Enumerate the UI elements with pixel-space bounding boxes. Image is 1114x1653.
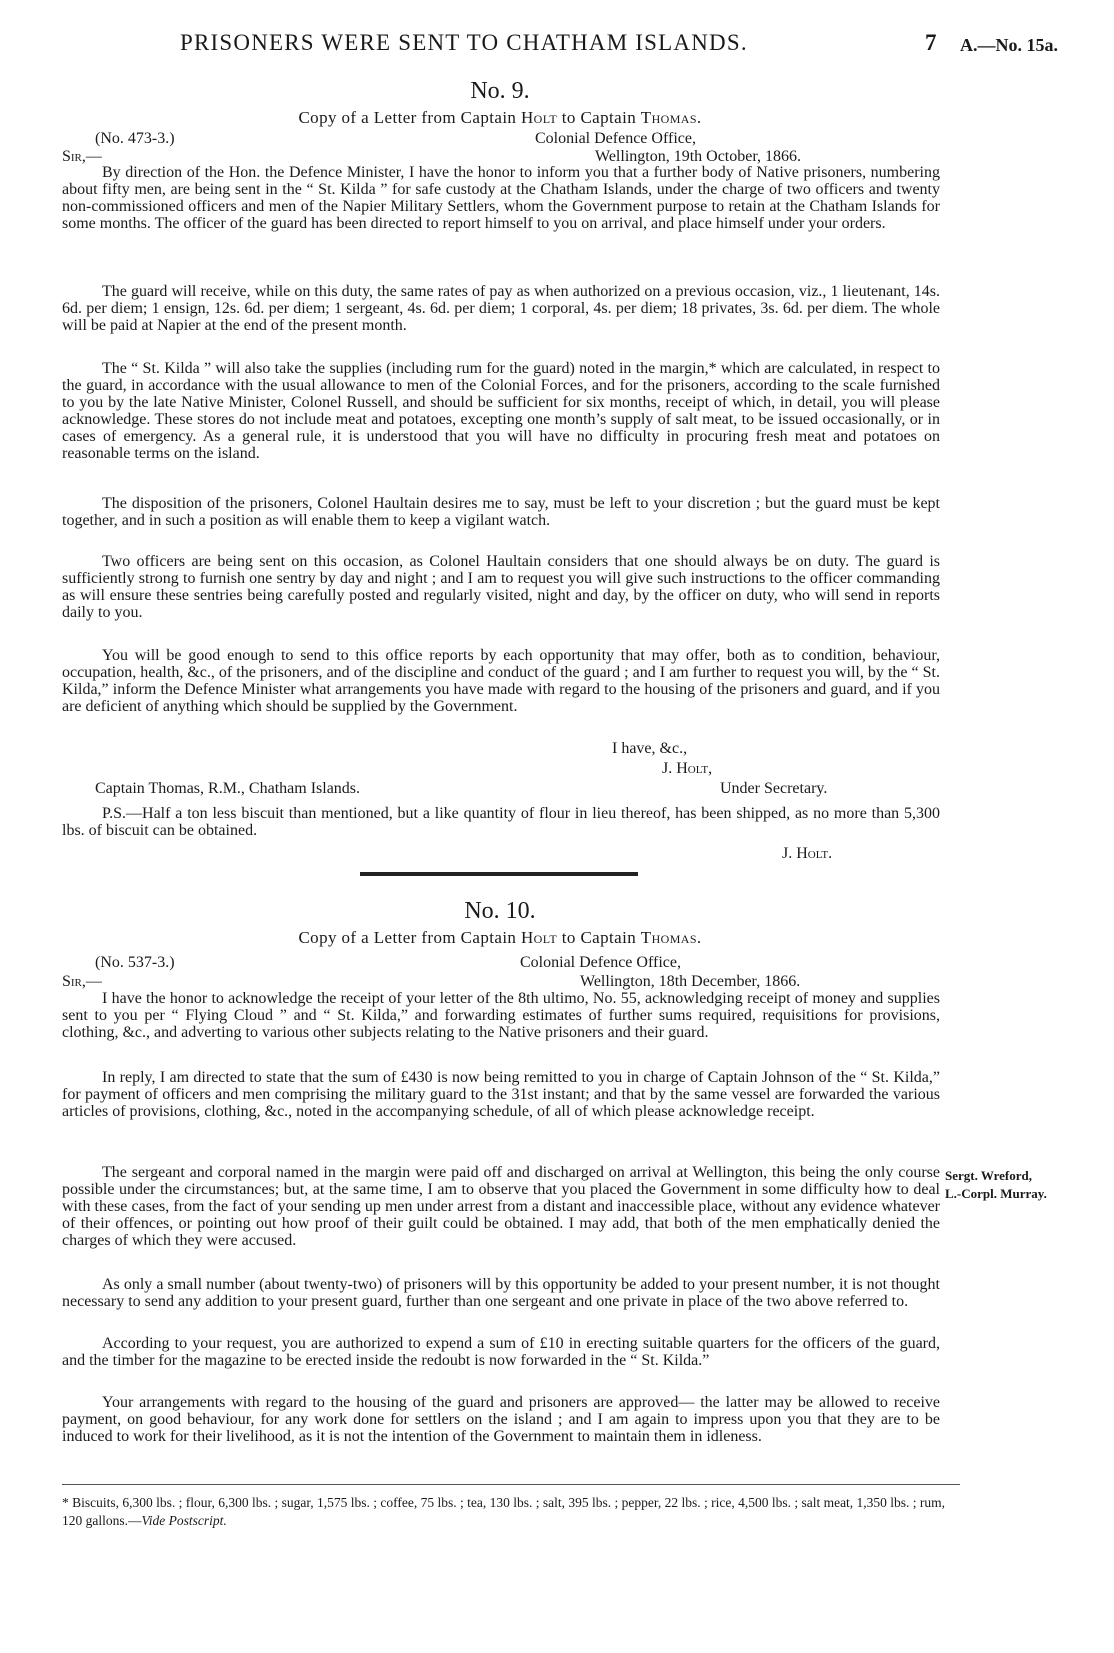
- section-divider: [360, 872, 638, 876]
- footnote-rule: [62, 1484, 960, 1485]
- letter-9-date: Wellington, 19th October, 1866.: [595, 148, 802, 165]
- sender-name: Holt: [521, 928, 558, 947]
- subtitle-middle: to Captain: [561, 928, 637, 947]
- letter-9-reference: (No. 473-3.): [95, 130, 175, 147]
- letter-9-paragraph-1: By direction of the Hon. the Defence Minister, I have the honor to inform you that a further body of Native prisoners, numbering about fifty men, are being sent in the “ St. Kilda ” for safe custody at the Chatham Islands, under the charge of two officers and twenty non-commissioned officers and men of the Napier Military Settlers, whom the Government purpose to retain at the Chatham Islands for some months. The officer of the guard has been directed to report himself to you on arrival, and place himself under your orders.: [62, 164, 940, 232]
- subtitle-prefix: Copy of a Letter from Captain: [298, 108, 517, 127]
- letter-9-paragraph-4: The disposition of the prisoners, Colonel Haultain desires me to say, must be left to your discretion ; but the guard must be kept together, and in such a position as will enable them to keep a vigilant watch.: [62, 495, 940, 529]
- sender-name: Holt: [521, 108, 558, 127]
- letter-10-paragraph-2: In reply, I am directed to state that the sum of £430 is now being remitted to you in charge of Captain Johnson of the “ St. Kilda,” for payment of officers and men comprising the military guard to the 31st instant; and that by the same vessel are forwarded the various articles of provisions, clothing, &c., noted in the accompanying schedule, of all of which please acknowledge receipt.: [62, 1069, 940, 1120]
- letter-10-number: No. 10.: [464, 898, 536, 924]
- letter-10-subtitle: [0, 928, 1000, 948]
- letter-9-postscript: P.S.—Half a ton less biscuit than mentioned, but a like quantity of flour in lieu thereof, has been shipped, as no more than 5,300 lbs. of biscuit can be obtained.: [62, 805, 940, 839]
- letter-10-paragraph-1: I have the honor to acknowledge the receipt of your letter of the 8th ultimo, No. 55, acknowledging receipt of money and supplies sent to you per “ Flying Cloud ” and “ St. Kilda,” and forwarding estimates of further sums required, requisitions for provisions, clothing, &c., and adverting to various other subjects relating to the Native prisoners and their guard.: [62, 990, 940, 1041]
- margin-note-corporal: L.-Corpl. Murray.: [945, 1186, 1047, 1201]
- letter-10-paragraph-6: Your arrangements with regard to the housing of the guard and prisoners are approved— the latter may be allowed to receive payment, on good behaviour, for any work done for settlers on the island ; and I am again to impress upon you that they are to be induced to work for their livelihood, as it is not the intention of the Government to maintain them in idleness.: [62, 1394, 940, 1445]
- letter-10-reference: (No. 537-3.): [95, 954, 175, 971]
- footnote: [62, 1494, 962, 1530]
- letter-9-closing: I have, &c.,: [612, 740, 688, 757]
- footnote-vide: Vide Postscript.: [141, 1513, 227, 1528]
- letter-9-signer-title: Under Secretary.: [720, 780, 828, 797]
- subtitle-middle: to Captain: [561, 108, 637, 127]
- letter-10-paragraph-5: According to your request, you are authorized to expend a sum of £10 in erecting suitable quarters for the officers of the guard, and the timber for the magazine to be erected inside the redoubt is now forwarded in the “ St. Kilda.”: [62, 1335, 940, 1369]
- letter-9-subtitle: [0, 108, 1000, 128]
- letter-9-addressee: Captain Thomas, R.M., Chatham Islands.: [95, 780, 361, 797]
- letter-9-paragraph-3: The “ St. Kilda ” will also take the supplies (including rum for the guard) noted in the margin,* which are calculated, in respect to the guard, in accordance with the usual allowance to men of the Colonial Forces, and for the prisoners, according to the scale furnished to you by the late Native Minister, Colonel Russell, and should be sufficient for six months, receipt of which, in detail, you will please acknowledge. These stores do not include meat and potatoes, excepting one month’s supply of salt meat, to be issued occasionally, or in cases of emergency. As a general rule, it is understood that you will have no difficulty in procuring fresh meat and potatoes on reasonable terms on the island.: [62, 360, 940, 462]
- letter-9-paragraph-5: Two officers are being sent on this occasion, as Colonel Haultain considers that one should always be on duty. The guard is sufficiently strong to furnish one sentry by day and night ; and I am to request you will give such instructions to the officer commanding as will ensure these sentries being carefully posted and regularly visited, night and day, by the officer on duty, who will send in reports daily to you.: [62, 553, 940, 621]
- page-number: 7: [925, 30, 937, 55]
- running-header-title: PRISONERS WERE SENT TO CHATHAM ISLANDS.: [180, 30, 748, 55]
- letter-10-salutation: Sir,—: [62, 973, 102, 990]
- letter-9-number: No. 9.: [470, 78, 530, 104]
- recipient-name: Thomas.: [640, 108, 702, 127]
- letter-9-ps-signature: J. Holt.: [782, 845, 833, 862]
- letter-9-office: Colonial Defence Office,: [535, 130, 696, 147]
- letter-9-signature: J. Holt,: [662, 760, 713, 777]
- letter-10-paragraph-4: As only a small number (about twenty-two) of prisoners will by this opportunity be added to your present number, it is not thought necessary to send any addition to your present guard, further than one sergeant and one private in place of the two above referred to.: [62, 1276, 940, 1310]
- letter-10-paragraph-3: The sergeant and corporal named in the margin were paid off and discharged on arrival at Wellington, this being the only course possible under the circumstances; but, at the same time, I am to observe that you placed the Government in some difficulty how to deal with these cases, from the fact of your sending up men under arrest from a distant and inaccessible place, without any evidence whatever of their offences, or pointing out how proof of their guilt could be obtained. I may add, that both of the men emphatically denied the charges of which they were accused.: [62, 1164, 940, 1249]
- letter-10-date: Wellington, 18th December, 1866.: [580, 973, 801, 990]
- document-reference: A.—No. 15a.: [960, 35, 1058, 55]
- letter-9-paragraph-2: The guard will receive, while on this duty, the same rates of pay as when authorized on a previous occasion, viz., 1 lieutenant, 14s. 6d. per diem; 1 ensign, 12s. 6d. per diem; 1 sergeant, 4s. 6d. per diem; 1 corporal, 4s. per diem; 18 privates, 3s. 6d. per diem. The whole will be paid at Napier at the end of the present month.: [62, 283, 940, 334]
- letter-9-paragraph-6: You will be good enough to send to this office reports by each opportunity that may offer, both as to condition, behaviour, occupation, health, &c., of the prisoners, and of the discipline and conduct of the guard ; and I am further to request you will, by the “ St. Kilda,” inform the Defence Minister what arrangements you have made with regard to the housing of the prisoners and guard, and if you are deficient of anything which should be supplied by the Government.: [62, 647, 940, 715]
- margin-note-sergeant: Sergt. Wreford,: [945, 1168, 1033, 1183]
- recipient-name: Thomas.: [640, 928, 702, 947]
- letter-10-office: Colonial Defence Office,: [520, 954, 681, 971]
- letter-9-salutation: Sir,—: [62, 148, 102, 165]
- subtitle-prefix: Copy of a Letter from Captain: [298, 928, 517, 947]
- footnote-text: * Biscuits, 6,300 lbs. ; flour, 6,300 lbs. ; sugar, 1,575 lbs. ; coffee, 75 lbs. ; tea, 130 lbs. ; salt, 395 lbs. ; pepper, 22 lbs. ; rice, 4,500 lbs. ; salt meat, 1,350 lbs. ; rum, 120 gallons.—: [62, 1495, 946, 1528]
